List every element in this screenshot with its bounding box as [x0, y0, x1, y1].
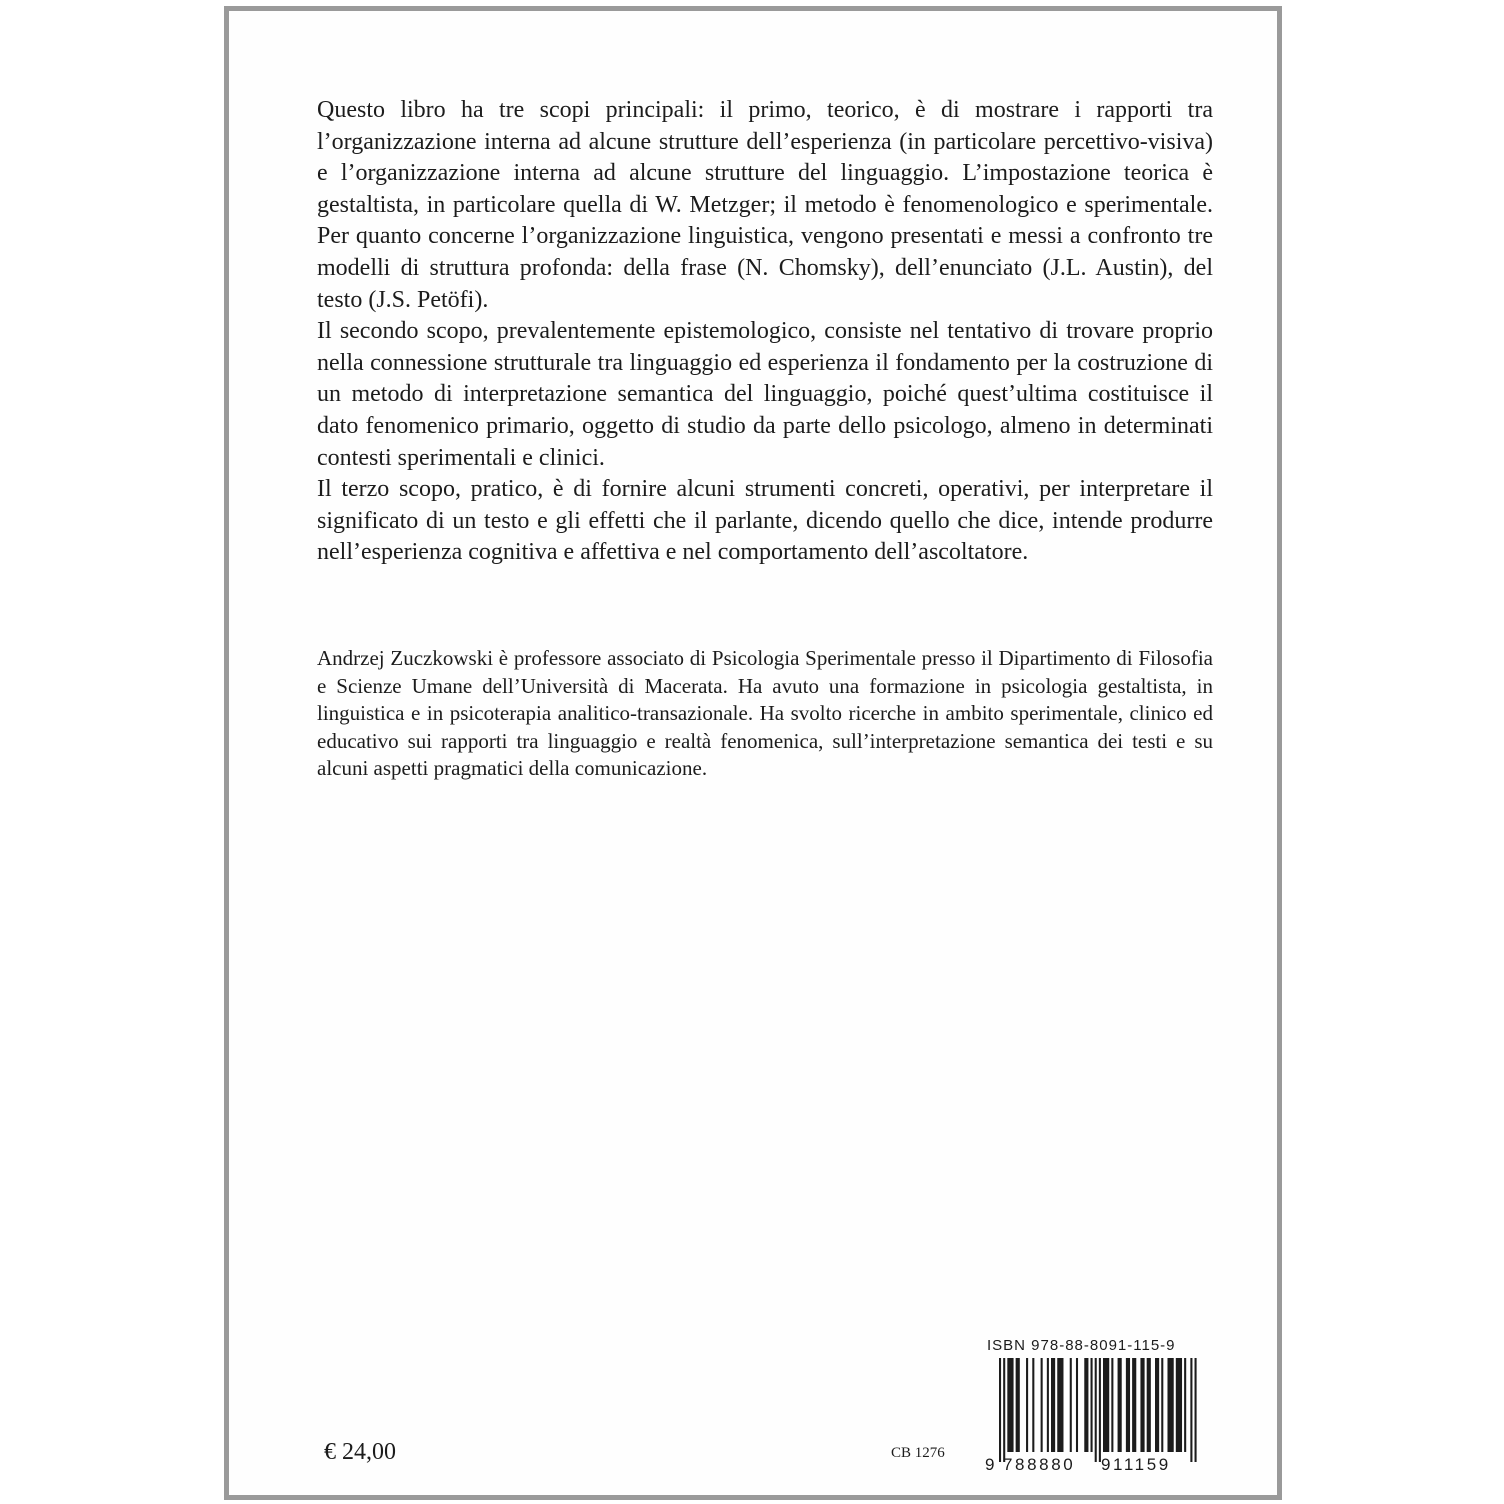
- description-paragraph-2: Il secondo scopo, prevalentemente epistemologico, consiste nel tentativo di trovare proprio nella connessione strutturale tra linguaggio ed esperienza il fondamento per la costruzione di un metodo di interpretazione semantica del linguaggio, poiché quest’ultima costituisce il dato fenomenico primario, oggetto di studio da parte dello psicologo, almeno in determinati contesti sperimentali e clinici.: [317, 318, 1213, 471]
- barcode-bar: [1140, 1358, 1144, 1452]
- barcode-bar: [1003, 1358, 1005, 1462]
- isbn-barcode: [983, 1358, 1207, 1474]
- author-bio: Andrzej Zuczkowski è professore associato di Psicologia Sperimentale presso il Dipartimento di Filosofia e Scienze Umane dell’Università di Macerata. Ha avuto una formazione in psicologia gestaltista, in linguistica e in psicoterapia analitico-transazionale. Ha svolto ricerche in ambito sperimentale, clinico ed educativo sui rapporti tra linguaggio e realtà fenomenica, sull’interpretazione semantica dei testi e su alcuni aspetti pragmatici della comunicazione.: [317, 646, 1213, 780]
- barcode-bars: [999, 1358, 1197, 1462]
- barcode-bar: [1095, 1358, 1097, 1462]
- barcode-left-digits: 788880: [1003, 1455, 1076, 1474]
- barcode-bar: [1057, 1358, 1063, 1452]
- barcode-bar: [1155, 1358, 1159, 1452]
- book-description: [317, 95, 1213, 569]
- barcode-bar: [1118, 1358, 1122, 1452]
- catalog-code: CB 1276: [891, 1445, 945, 1461]
- barcode-bar: [1091, 1358, 1093, 1452]
- barcode-bar: [1084, 1358, 1088, 1452]
- barcode-bar: [1032, 1358, 1034, 1452]
- barcode-bar: [1111, 1358, 1113, 1452]
- barcode-bar: [1099, 1358, 1101, 1462]
- barcode-bar: [1103, 1358, 1109, 1452]
- barcode-bar: [1076, 1358, 1078, 1452]
- barcode-bar: [1070, 1358, 1072, 1452]
- barcode-bar: [1147, 1358, 1151, 1452]
- barcode-bar: [1161, 1358, 1163, 1452]
- barcode-lead-digit: 9: [985, 1455, 995, 1474]
- price-label: € 24,00: [324, 1439, 396, 1465]
- barcode-right-digits: 911159: [1101, 1455, 1171, 1474]
- barcode-bar: [1132, 1358, 1136, 1452]
- barcode-bar: [1026, 1358, 1028, 1452]
- barcode-bar: [999, 1358, 1001, 1462]
- barcode-bar: [1190, 1358, 1192, 1462]
- barcode-bar: [1047, 1358, 1049, 1452]
- barcode-bar: [1041, 1358, 1043, 1452]
- book-back-cover: [224, 6, 1282, 1500]
- description-paragraph-1: Questo libro ha tre scopi principali: il primo, teorico, è di mostrare i rapporti tra l’organizzazione interna ad alcune strutture dell’esperienza (in particolare percettivo-visiva) e l’organizzazione interna ad alcune strutture del linguaggio. L’impostazione teorica è gestaltista, in particolare quella di W. Metzger; il metodo è fenomenologico e sperimentale. Per quanto concerne l’organizzazione linguistica, vengono presentati e messi a confronto tre modelli di struttura profonda: della frase (N. Chomsky), dell’enunciato (J.L. Austin), del testo (J.S. Petöfi).: [317, 97, 1213, 313]
- barcode-bar: [1176, 1358, 1182, 1452]
- barcode-bar: [1167, 1358, 1173, 1452]
- description-paragraph-3: Il terzo scopo, pratico, è di fornire alcuni strumenti concreti, operativi, per interpretare il significato di un testo e gli effetti che il parlante, dicendo quello che dice, intende produrre nell’esperienza cognitiva e affettiva e nel comportamento dell’ascoltatore.: [317, 476, 1213, 566]
- barcode-bar: [1007, 1358, 1013, 1452]
- barcode-bar: [1126, 1358, 1130, 1452]
- barcode-bar: [1051, 1358, 1055, 1452]
- barcode-bar: [1016, 1358, 1020, 1452]
- isbn-label: ISBN 978-88-8091-115-9: [987, 1337, 1176, 1354]
- barcode-bar: [1195, 1358, 1197, 1462]
- barcode-bar: [1184, 1358, 1186, 1452]
